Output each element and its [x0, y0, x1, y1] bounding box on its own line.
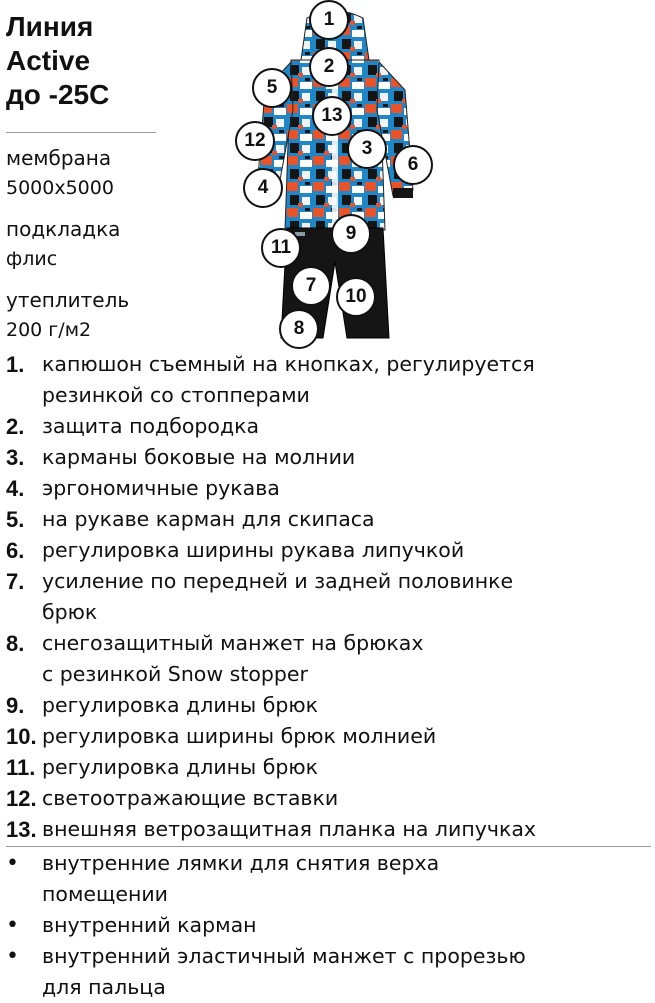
feature-text: [42, 721, 651, 752]
feature-number: 9.: [6, 693, 25, 718]
bullet-text: [42, 941, 651, 1003]
feature-text-line: капюшон съемный на кнопках, регулируется: [42, 352, 535, 376]
spec-insulation: [6, 285, 196, 345]
title-line: Линия: [6, 11, 94, 42]
title-line: Active: [6, 45, 91, 76]
feature-text-line: регулировка ширины рукава липучкой: [42, 538, 465, 562]
callout-4: 4: [243, 168, 283, 208]
feature-text-line: регулировка длины брюк: [42, 693, 319, 717]
feature-number: 2.: [6, 414, 25, 439]
feature-item: [6, 783, 651, 814]
feature-text: [42, 752, 651, 783]
feature-text-line: внешняя ветрозащитная планка на липучках: [42, 817, 537, 841]
feature-text: [42, 349, 651, 411]
feature-text: [42, 504, 651, 535]
feature-item: [6, 473, 651, 504]
callout-13: 13: [312, 96, 352, 136]
divider: [6, 846, 651, 847]
callout-1: 1: [309, 0, 349, 40]
feature-text: [42, 814, 651, 845]
feature-number: 11.: [6, 755, 36, 780]
bullet-dot-icon: •: [6, 944, 19, 969]
callout-7: 7: [291, 266, 331, 306]
feature-number: 7.: [6, 569, 25, 594]
feature-text-line: снегозащитный манжет на брюках: [42, 631, 424, 655]
bullet-text-line: для пальца: [42, 975, 166, 999]
bullet-text-line: помещении: [42, 882, 168, 906]
spec-membrane: [6, 143, 196, 203]
product-line-title: [6, 10, 156, 112]
bullet-text-line: внутренний эластичный манжет с прорезью: [42, 944, 526, 968]
extra-feature-list: [6, 848, 651, 1003]
divider: [6, 132, 156, 133]
callout-5: 5: [252, 68, 292, 108]
feature-number: 13.: [6, 817, 37, 842]
feature-text: [42, 628, 651, 690]
callout-8: 8: [279, 309, 319, 349]
spec-value: 200 г/м2: [6, 319, 92, 341]
feature-list: [6, 349, 651, 845]
feature-text-line: карманы боковые на молнии: [42, 445, 356, 469]
feature-text: [42, 473, 651, 504]
feature-item: [6, 628, 651, 690]
feature-item: [6, 721, 651, 752]
feature-number: 8.: [6, 631, 25, 656]
bullet-item: [6, 910, 651, 941]
feature-item: [6, 442, 651, 473]
callout-12: 12: [235, 121, 275, 161]
feature-text-line: на рукаве карман для скипаса: [42, 507, 375, 531]
callout-2: 2: [309, 47, 349, 87]
feature-text-line: регулировка ширины брюк молнией: [42, 724, 437, 748]
spec-lining: [6, 214, 196, 274]
feature-text: [42, 411, 651, 442]
feature-text-line: усиление по передней и задней половинке: [42, 569, 514, 593]
feature-text: [42, 535, 651, 566]
feature-number: 12.: [6, 786, 37, 811]
bullet-text: [42, 848, 651, 910]
bullet-text-line: внутренние лямки для снятия верха: [42, 851, 440, 875]
feature-text: [42, 783, 651, 814]
feature-item: [6, 752, 651, 783]
overall-figure: [235, 0, 435, 346]
bullet-dot-icon: •: [6, 851, 19, 876]
spec-value: флис: [6, 248, 58, 270]
bullet-text-line: внутренний карман: [42, 913, 257, 937]
feature-item: [6, 504, 651, 535]
callout-10: 10: [336, 277, 376, 317]
spec-label: утеплитель: [6, 288, 130, 312]
feature-text-line: регулировка длины брюк: [42, 755, 319, 779]
spec-value: 5000х5000: [6, 177, 114, 199]
feature-text-line: защита подбородка: [42, 414, 260, 438]
bullet-text: [42, 910, 651, 941]
feature-text-line: брюк: [42, 600, 98, 624]
bullet-item: [6, 941, 651, 1003]
feature-item: [6, 690, 651, 721]
feature-item: [6, 814, 651, 845]
callout-11: 11: [261, 228, 301, 268]
title-line: до -25С: [6, 79, 110, 110]
spec-label: мембрана: [6, 146, 112, 170]
feature-text-line: светоотражающие вставки: [42, 786, 339, 810]
bullet-dot-icon: •: [6, 913, 19, 938]
feature-text-line: эргономичные рукава: [42, 476, 280, 500]
feature-item: [6, 349, 651, 411]
feature-item: [6, 566, 651, 628]
feature-number: 5.: [6, 507, 25, 532]
feature-item: [6, 411, 651, 442]
callout-6: 6: [393, 145, 433, 185]
feature-text: [42, 442, 651, 473]
feature-number: 6.: [6, 538, 25, 563]
spec-label: подкладка: [6, 217, 121, 241]
feature-item: [6, 535, 651, 566]
feature-text-line: резинкой со стопперами: [42, 383, 310, 407]
feature-text: [42, 690, 651, 721]
feature-number: 4.: [6, 476, 25, 501]
feature-text: [42, 566, 651, 628]
feature-number: 10.: [6, 724, 37, 749]
feature-number: 1.: [6, 352, 25, 377]
feature-number: 3.: [6, 445, 25, 470]
callout-9: 9: [331, 214, 371, 254]
material-specs: [6, 143, 196, 356]
bullet-item: [6, 848, 651, 910]
callout-3: 3: [347, 129, 387, 169]
feature-text-line: с резинкой Snow stopper: [42, 662, 308, 686]
